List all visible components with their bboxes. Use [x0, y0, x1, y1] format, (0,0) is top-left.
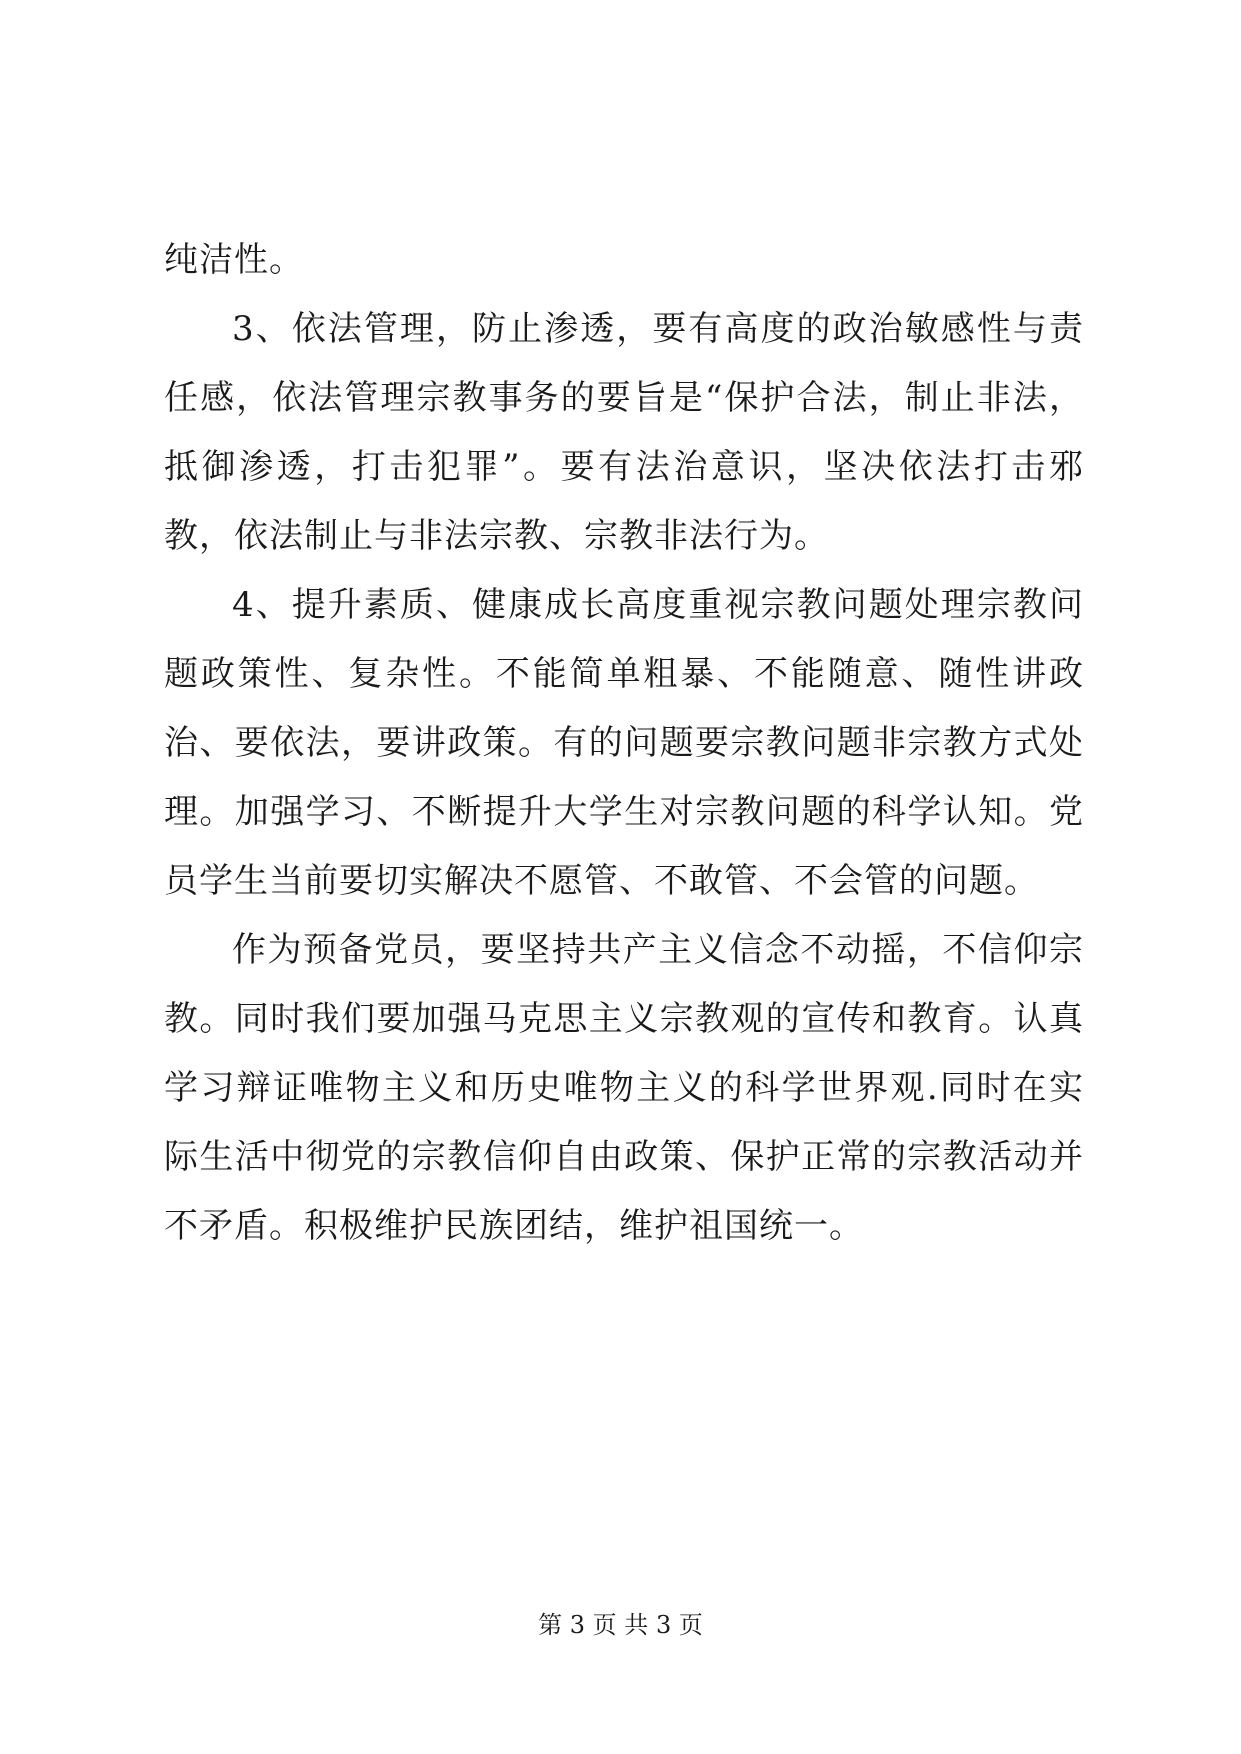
document-body [164, 226, 1084, 1261]
page-footer [0, 1610, 1241, 1640]
page-number-label: 第 3 页 共 3 页 [538, 1611, 703, 1639]
paragraph-continuation: 纯洁性。 [164, 240, 304, 280]
paragraph-item-4: 4、提升素质、健康成长高度重视宗教问题处理宗教问题政策性、复杂性。不能简单粗暴、不能随意、随性讲政治、要依法，要讲政策。有的问题要宗教问题非宗教方式处理。加强学习、不断提升大学生对宗教问题的科学认知。党员学生当前要切实解决不愿管、不敢管、不会管的问题。 [164, 585, 1084, 901]
paragraph-conclusion: 作为预备党员，要坚持共产主义信念不动摇，不信仰宗教。同时我们要加强马克思主义宗教观的宣传和教育。认真学习辩证唯物主义和历史唯物主义的科学世界观.同时在实际生活中彻党的宗教信仰自由政策、保护正常的宗教活动并不矛盾。积极维护民族团结，维护祖国统一。 [164, 930, 1084, 1246]
paragraph-item-3: 3、依法管理，防止渗透，要有高度的政治敏感性与责任感，依法管理宗教事务的要旨是“保护合法，制止非法，抵御渗透，打击犯罪”。要有法治意识，坚决依法打击邪教，依法制止与非法宗教、宗教非法行为。 [164, 309, 1084, 556]
